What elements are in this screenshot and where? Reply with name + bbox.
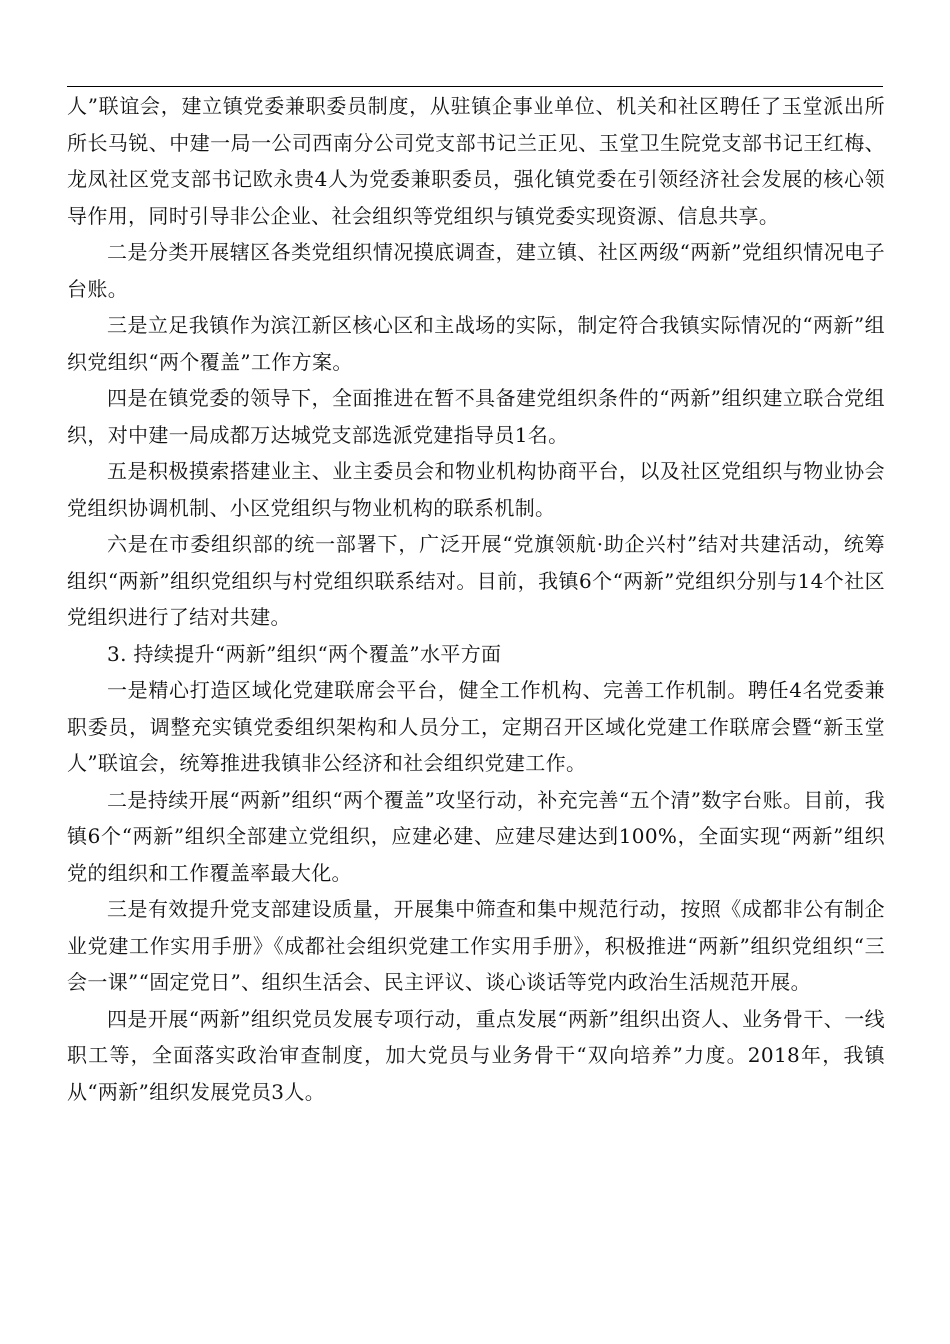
paragraph: 三是有效提升党支部建设质量，开展集中筛查和集中规范行动，按照《成都非公有制企业党建工作实用手册》《成都社会组织党建工作实用手册》，积极推进“两新”组织党组织“三会一课”“固定党日”、组织生活会、民主评议、谈心谈话等党内政治生活规范开展。 <box>67 897 885 994</box>
header-rule <box>67 86 883 87</box>
paragraph: 五是积极摸索搭建业主、业主委员会和物业机构协商平台，以及社区党组织与物业协会党组织协调机制、小区党组织与物业机构的联系机制。 <box>67 459 885 520</box>
paragraph: 一是精心打造区域化党建联席会平台，健全工作机构、完善工作机制。聘任4名党委兼职委员，调整充实镇党委组织架构和人员分工，定期召开区域化党建工作联席会暨“新玉堂人”联谊会，统筹推进我镇非公经济和社会组织党建工作。 <box>67 678 885 775</box>
paragraph: 二是分类开展辖区各类党组织情况摸底调查，建立镇、社区两级“两新”党组织情况电子台账。 <box>67 240 885 301</box>
paragraph: 三是立足我镇作为滨江新区核心区和主战场的实际，制定符合我镇实际情况的“两新”组织党组织“两个覆盖”工作方案。 <box>67 313 885 374</box>
document-body <box>67 88 885 1110</box>
paragraph: 四是在镇党委的领导下，全面推进在暂不具备建党组织条件的“两新”组织建立联合党组织，对中建一局成都万达城党支部选派党建指导员1名。 <box>67 386 885 447</box>
paragraph: 人”联谊会，建立镇党委兼职委员制度，从驻镇企事业单位、机关和社区聘任了玉堂派出所所长马锐、中建一局一公司西南分公司党支部书记兰正见、玉堂卫生院党支部书记王红梅、龙凤社区党支部书记欧永贵4人为党委兼职委员，强化镇党委在引领经济社会发展的核心领导作用，同时引导非公企业、社会组织等党组织与镇党委实现资源、信息共享。 <box>67 94 885 228</box>
paragraph: 四是开展“两新”组织党员发展专项行动，重点发展“两新”组织出资人、业务骨干、一线职工等，全面落实政治审查制度，加大党员与业务骨干“双向培养”力度。2018年，我镇从“两新”组织发展党员3人。 <box>67 1006 885 1104</box>
section-heading: 3. 持续提升“两新”组织“两个覆盖”水平方面 <box>107 641 502 666</box>
paragraph: 六是在市委组织部的统一部署下，广泛开展“党旗领航·助企兴村”结对共建活动，统筹组织“两新”组织党组织与村党组织联系结对。目前，我镇6个“两新”党组织分别与14个社区党组织进行了结对共建。 <box>67 532 885 629</box>
paragraph: 二是持续开展“两新”组织“两个覆盖”攻坚行动，补充完善“五个清”数字台账。目前，我镇6个“两新”组织全部建立党组织，应建必建、应建尽建达到100%，全面实现“两新”组织党的组织和工作覆盖率最大化。 <box>67 787 885 885</box>
